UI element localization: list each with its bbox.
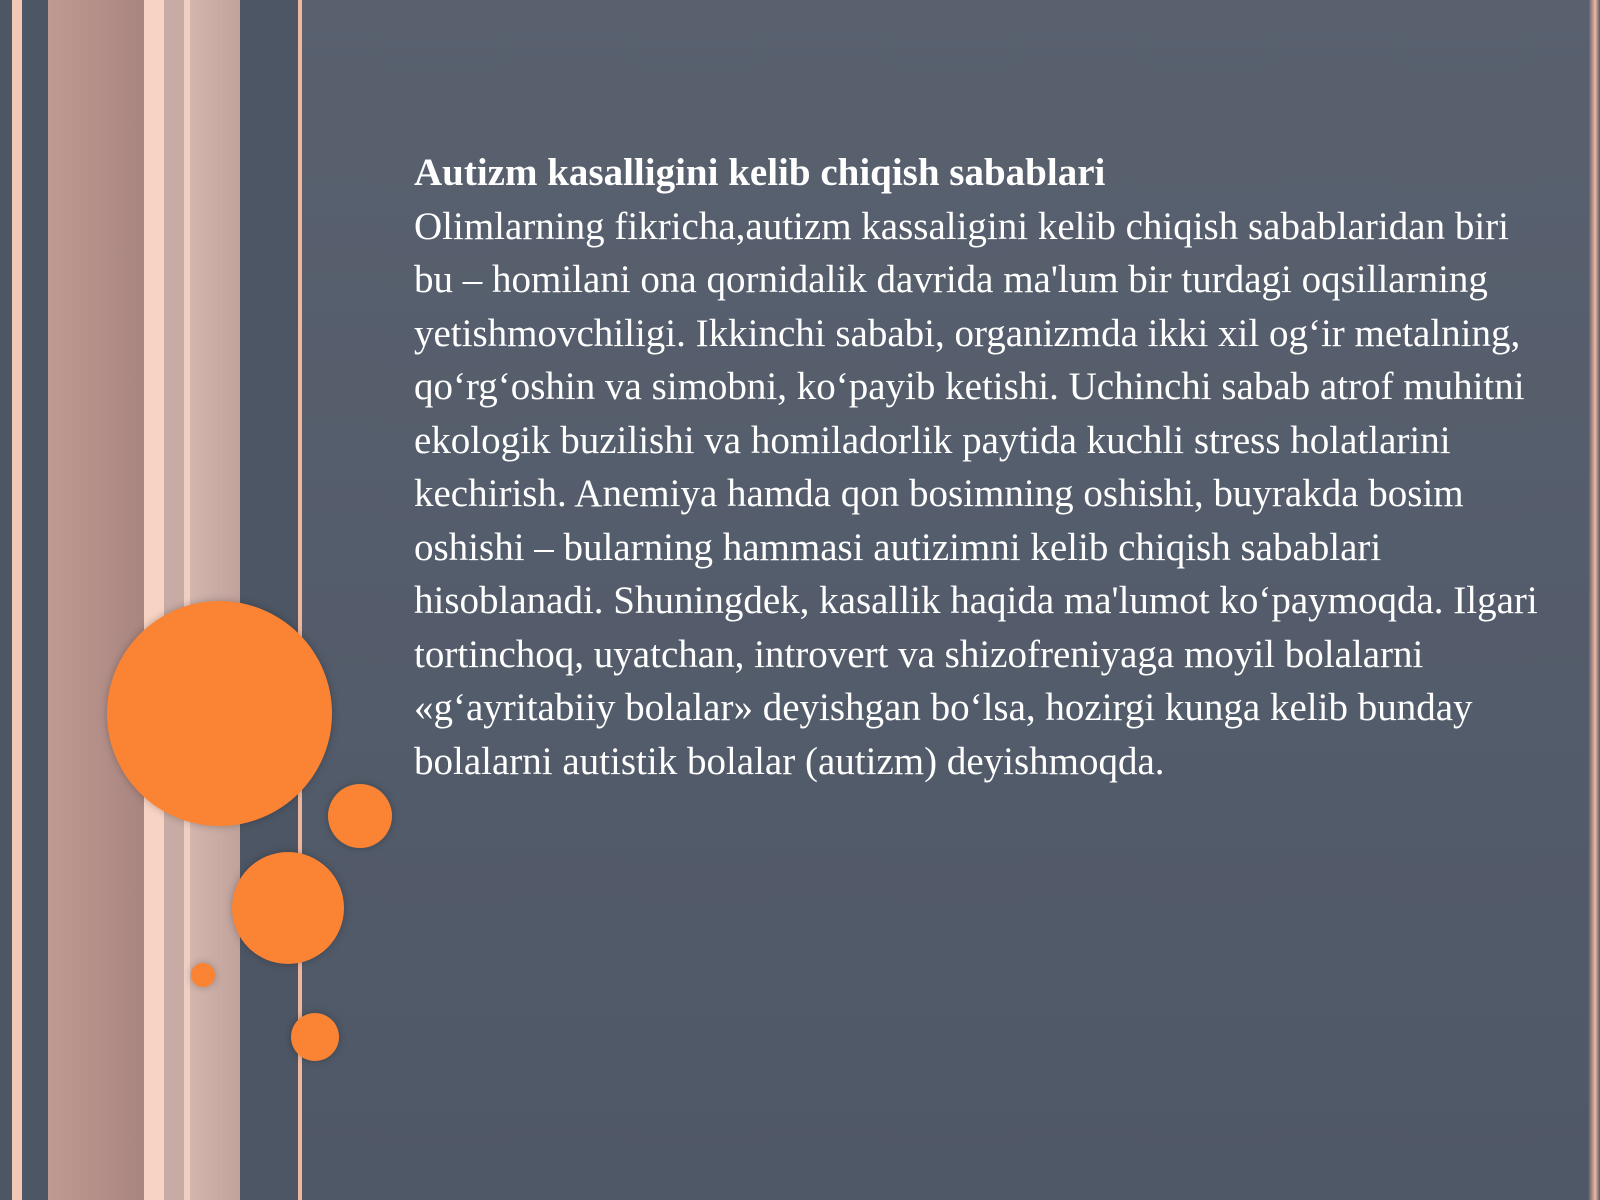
slide-title: Autizm kasalligini kelib chiqish sabablari [414,151,1106,194]
slide-body-text: Olimlarning fikricha,autizm kassaligini kelib chiqish sabablaridan biri bu – homilani ona qornidalik davrida ma'lum bir turdagi oqsillarning yetishmovchiligi. Ikkinchi sababi, organizmda ikki xil og‘ir metalning, qo‘rg‘oshin va simobni, ko‘payib ketishi. Uchinchi sabab atrof muhitni ekologik buzilishi va homiladorlik paytida kuchli stress holatlarini kechirish. Anemiya hamda qon bosimning oshishi, buyrakda bosim oshishi – bularning hammasi autizimni kelib chiqish sabablari hisoblanadi. Shuningdek, kasallik haqida ma'lumot ko‘paymoqda. Ilgari tortinchoq, uyatchan, introvert va shizofreniyaga moyil bolalarni «g‘ayritabiiy bolalar» deyishgan bo‘lsa, hozirgi kunga kelib bunday bolalarni autistik bolalar (autizm) deyishmoqda. [414,204,1538,783]
decor-stripe [22,0,48,1200]
decor-right-edge [1588,0,1600,1200]
decor-stripe [144,0,164,1200]
decor-circle-icon [291,1013,339,1061]
decor-circle-icon [107,601,332,826]
decor-circle-icon [191,963,215,987]
decor-stripe [164,0,184,1200]
decor-stripe [48,0,144,1200]
decor-stripe [240,0,298,1200]
decor-stripe [12,0,22,1200]
slide-content [414,146,1544,788]
decor-stripe [0,0,12,1200]
decor-circle-icon [232,852,344,964]
decor-circle-icon [328,784,392,848]
decor-stripe [190,0,240,1200]
